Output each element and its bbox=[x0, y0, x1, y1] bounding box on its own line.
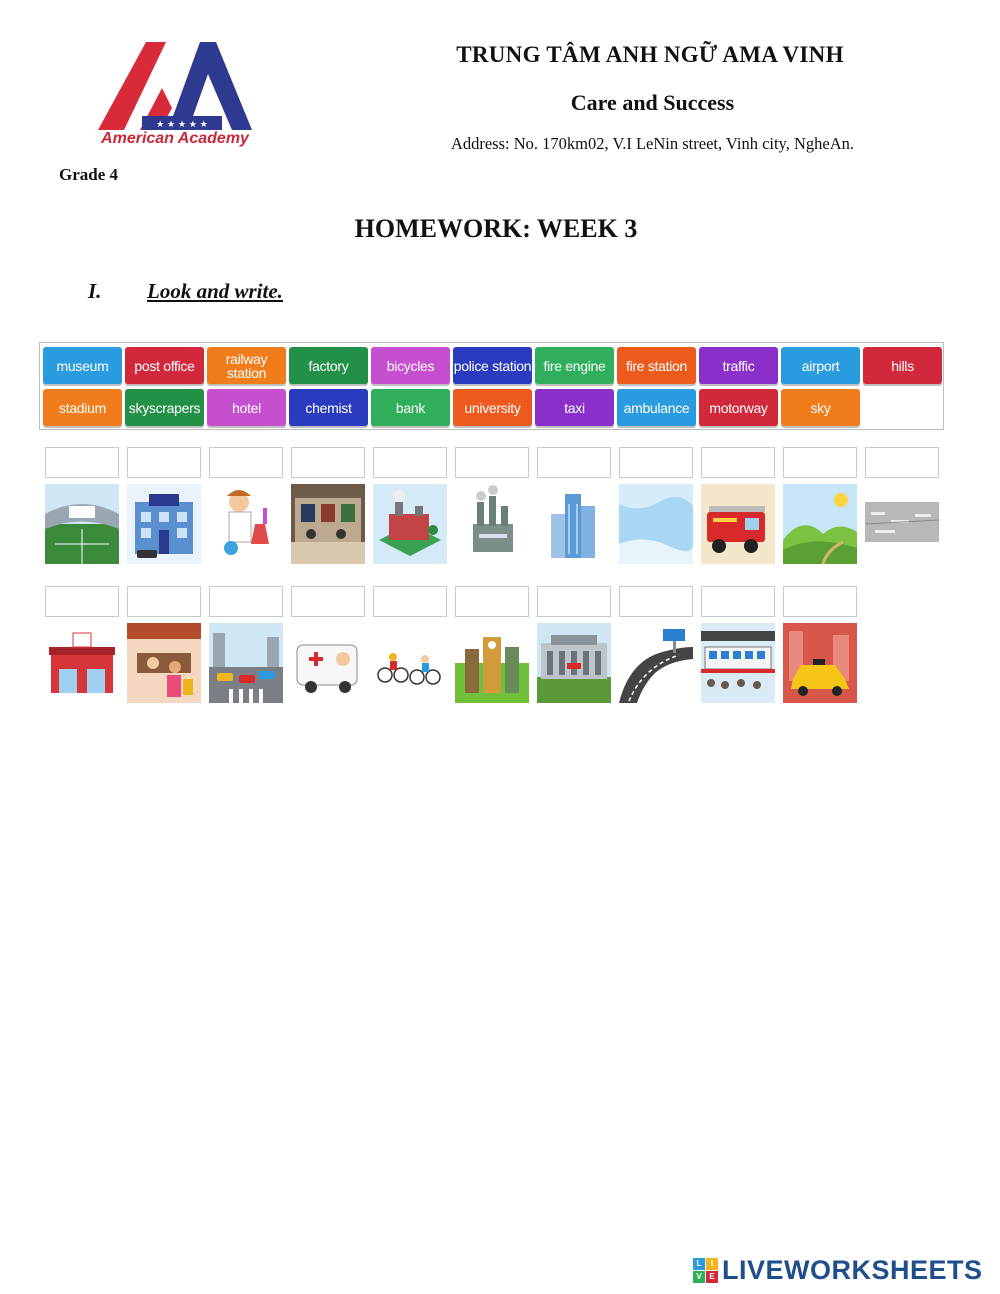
fire-engine-picture bbox=[701, 484, 775, 564]
word-tile[interactable]: traffic bbox=[699, 347, 778, 384]
word-tile[interactable]: hotel bbox=[207, 389, 286, 426]
word-tile[interactable]: university bbox=[453, 389, 532, 426]
answer-box[interactable] bbox=[537, 447, 611, 478]
section-title: Look and write. bbox=[147, 279, 283, 303]
answer-box[interactable] bbox=[783, 586, 857, 617]
logo-letter: V bbox=[693, 1271, 705, 1283]
word-tile[interactable]: chemist bbox=[289, 389, 368, 426]
logo-letter: L bbox=[693, 1258, 705, 1270]
answer-box[interactable] bbox=[127, 586, 201, 617]
stadium-picture bbox=[45, 484, 119, 564]
answer-box[interactable] bbox=[619, 447, 693, 478]
answer-box[interactable] bbox=[209, 586, 283, 617]
liveworksheets-logo-icon bbox=[693, 1258, 718, 1283]
hills-picture bbox=[783, 484, 857, 564]
logo-letter: E bbox=[706, 1271, 718, 1283]
post-office-picture bbox=[455, 623, 529, 703]
police-station-picture bbox=[127, 484, 201, 564]
word-tile[interactable]: museum bbox=[43, 347, 122, 384]
word-tile[interactable]: taxi bbox=[535, 389, 614, 426]
word-tile[interactable]: factory bbox=[289, 347, 368, 384]
word-tile[interactable]: ambulance bbox=[617, 389, 696, 426]
word-tile[interactable]: hills bbox=[863, 347, 942, 384]
answer-box[interactable] bbox=[455, 447, 529, 478]
chemist-picture bbox=[209, 484, 283, 564]
answer-box[interactable] bbox=[701, 447, 775, 478]
word-tile[interactable]: bank bbox=[371, 389, 450, 426]
factory-chimney-picture bbox=[455, 484, 529, 564]
liveworksheets-text: LIVEWORKSHEETS bbox=[722, 1254, 983, 1285]
word-tile[interactable]: stadium bbox=[43, 389, 122, 426]
word-tile[interactable]: police station bbox=[453, 347, 532, 384]
answer-box[interactable] bbox=[45, 586, 119, 617]
answer-box[interactable] bbox=[701, 586, 775, 617]
word-tile[interactable]: sky bbox=[781, 389, 860, 426]
answer-box[interactable] bbox=[291, 586, 365, 617]
university-picture bbox=[537, 623, 611, 703]
word-tile[interactable]: motorway bbox=[699, 389, 778, 426]
answer-box[interactable] bbox=[45, 447, 119, 478]
word-tile[interactable]: fire station bbox=[617, 347, 696, 384]
logo-letter: I bbox=[706, 1258, 718, 1270]
word-tile[interactable]: bicycles bbox=[371, 347, 450, 384]
word-tile[interactable]: skyscrapers bbox=[125, 389, 204, 426]
word-tile[interactable]: fire engine bbox=[535, 347, 614, 384]
center-name: TRUNG TÂM ANH NGỮ AMA VINH bbox=[456, 42, 844, 67]
museum-picture bbox=[291, 484, 365, 564]
word-tile[interactable]: airport bbox=[781, 347, 860, 384]
word-bank bbox=[39, 342, 944, 430]
liveworksheets-brand bbox=[693, 1255, 983, 1285]
logo-text: American Academy bbox=[101, 130, 249, 147]
answer-box[interactable] bbox=[865, 447, 939, 478]
answer-box[interactable] bbox=[209, 447, 283, 478]
answer-box[interactable] bbox=[783, 447, 857, 478]
answer-box[interactable] bbox=[619, 586, 693, 617]
answer-box[interactable] bbox=[373, 447, 447, 478]
factory-picture bbox=[373, 484, 447, 564]
taxi-picture bbox=[783, 623, 857, 703]
motorway-picture bbox=[619, 623, 693, 703]
answer-box[interactable] bbox=[455, 586, 529, 617]
traffic-picture bbox=[209, 623, 283, 703]
svg-text:★ ★ ★ ★ ★: ★ ★ ★ ★ ★ bbox=[156, 120, 208, 130]
ambulance-picture bbox=[291, 623, 365, 703]
answer-box[interactable] bbox=[127, 447, 201, 478]
grade-label: Grade 4 bbox=[59, 165, 119, 184]
slogan: Care and Success bbox=[570, 90, 735, 115]
hotel-picture bbox=[127, 623, 201, 703]
word-tile[interactable]: post office bbox=[125, 347, 204, 384]
answer-box[interactable] bbox=[291, 447, 365, 478]
sky-picture bbox=[619, 484, 693, 564]
word-tile[interactable]: railway station bbox=[207, 347, 286, 384]
page-title: HOMEWORK: WEEK 3 bbox=[354, 214, 638, 243]
fire-station-picture bbox=[45, 623, 119, 703]
address: Address: No. 170km02, V.I LeNin street, Vinh city, NgheAn. bbox=[450, 134, 855, 153]
answer-box[interactable] bbox=[537, 586, 611, 617]
airport-picture bbox=[865, 484, 939, 564]
section-number: I. bbox=[88, 279, 102, 303]
answer-box[interactable] bbox=[373, 586, 447, 617]
railway-station-picture bbox=[701, 623, 775, 703]
bicycles-picture bbox=[373, 623, 447, 703]
skyscrapers-picture bbox=[537, 484, 611, 564]
